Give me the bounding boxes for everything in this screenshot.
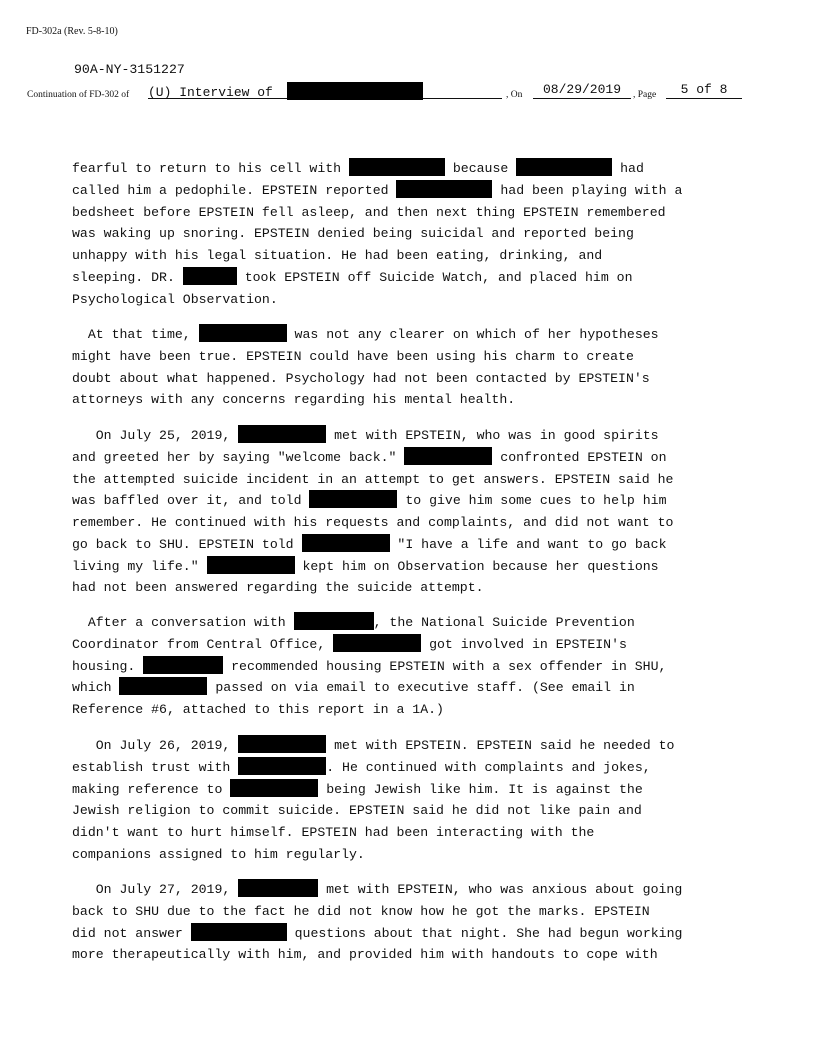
text-line: [72, 944, 762, 966]
redaction-box: [404, 447, 492, 465]
text-line: [72, 844, 762, 866]
text-segment: establish trust with: [72, 759, 239, 775]
text-segment: the attempted suicide incident in an attempt to get answers. EPSTEIN said he: [72, 471, 674, 487]
text-segment: had not been answered regarding the suicide attempt.: [72, 580, 484, 596]
redaction-box: [333, 634, 421, 652]
form-id: FD-302a (Rev. 5-8-10): [26, 26, 118, 37]
text-line: [72, 469, 762, 491]
on-label: , On: [506, 90, 523, 100]
redaction-box: [238, 735, 326, 753]
text-line: [72, 267, 762, 289]
text-segment: bedsheet before EPSTEIN fell asleep, and then next thing EPSTEIN remembered: [72, 204, 666, 220]
redaction-box: [309, 490, 397, 508]
text-segment: was waking up snoring. EPSTEIN denied being suicidal and reported being: [72, 226, 634, 242]
text-line: [72, 677, 762, 699]
text-segment: passed on via email to executive staff. (See email in: [207, 680, 635, 696]
text-line: [72, 612, 762, 634]
text-segment: Reference #6, attached to this report in a 1A.): [72, 702, 444, 717]
body-paragraph: [72, 425, 762, 599]
text-line: [72, 634, 762, 656]
text-line: [72, 879, 762, 901]
text-segment: took EPSTEIN off Suicide Watch, and placed him on: [236, 269, 633, 285]
file-number: 90A-NY-3151227: [74, 62, 185, 77]
text-line: [72, 447, 762, 469]
text-segment: . He continued with complaints and jokes,: [326, 759, 651, 775]
redaction-box: [207, 556, 295, 574]
text-segment: more therapeutically with him, and provided him with handouts to cope with: [72, 947, 658, 963]
page-label: , Page: [633, 90, 657, 100]
text-segment: was baffled over it, and told: [72, 493, 310, 509]
text-segment: go back to SHU. EPSTEIN told: [72, 536, 302, 552]
text-segment: Jewish religion to commit suicide. EPSTEIN said he did not like pain and: [72, 803, 642, 819]
text-line: [72, 923, 762, 945]
redaction-box: [191, 923, 287, 941]
redaction-box: [294, 612, 374, 630]
redaction-box: [287, 82, 423, 100]
text-segment: doubt about what happened. Psychology had not been contacted by EPSTEIN's: [72, 370, 650, 386]
text-segment: On July 26, 2019,: [72, 738, 239, 753]
text-segment: recommended housing EPSTEIN with a sex offender in SHU,: [223, 658, 667, 674]
redaction-box: [396, 180, 492, 198]
redaction-box: [199, 324, 287, 342]
text-segment: was not any clearer on which of her hypotheses: [286, 327, 659, 342]
body-paragraph: [72, 158, 762, 310]
text-segment: didn't want to hurt himself. EPSTEIN had been interacting with the: [72, 825, 595, 840]
text-line: [72, 289, 762, 311]
text-line: [72, 180, 762, 202]
text-segment: because: [444, 161, 517, 176]
text-segment: On July 25, 2019,: [72, 428, 239, 443]
redaction-box: [238, 879, 318, 897]
text-line: [72, 512, 762, 534]
text-line: [72, 202, 762, 224]
text-line: [72, 699, 762, 721]
redaction-box: [230, 779, 318, 797]
text-line: [72, 779, 762, 801]
text-line: [72, 556, 762, 578]
text-segment: On July 27, 2019,: [72, 882, 239, 897]
redaction-box: [119, 677, 207, 695]
text-segment: kept him on Observation because her questions: [294, 558, 659, 574]
text-segment: Coordinator from Central Office,: [72, 636, 334, 652]
text-segment: After a conversation with: [72, 615, 294, 630]
text-segment: and greeted her by saying "welcome back.": [72, 449, 405, 465]
text-line: [72, 158, 762, 180]
text-segment: called him a pedophile. EPSTEIN reported: [72, 182, 397, 198]
text-segment: got involved in EPSTEIN's: [421, 636, 627, 652]
text-segment: met with EPSTEIN, who was in good spirits: [326, 428, 659, 443]
text-segment: fearful to return to his cell with: [72, 161, 349, 176]
body-paragraph: [72, 879, 762, 966]
text-segment: sleeping. DR.: [72, 269, 183, 285]
text-segment: might have been true. EPSTEIN could have been using his charm to create: [72, 348, 634, 364]
text-segment: companions assigned to him regularly.: [72, 846, 365, 862]
text-segment: had been playing with a: [492, 182, 683, 198]
text-line: [72, 735, 762, 757]
text-segment: remember. He continued with his requests and complaints, and did not want to: [72, 515, 674, 530]
text-line: [72, 368, 762, 390]
body-paragraph: [72, 612, 762, 721]
text-line: [72, 223, 762, 245]
text-segment: "I have a life and want to go back: [389, 536, 667, 552]
text-line: [72, 245, 762, 267]
text-segment: met with EPSTEIN. EPSTEIN said he needed to: [326, 738, 675, 753]
date-field: [533, 82, 631, 99]
text-segment: housing.: [72, 658, 144, 674]
redaction-box: [183, 267, 237, 285]
page-field: [666, 82, 742, 99]
text-line: [72, 534, 762, 556]
text-segment: to give him some cues to help him: [397, 493, 667, 509]
body-paragraph: [72, 735, 762, 866]
interview-date: 08/29/2019: [542, 82, 621, 97]
text-line: [72, 346, 762, 368]
continuation-label: Continuation of FD-302 of: [27, 90, 130, 100]
text-line: [72, 757, 762, 779]
subject-field: [148, 82, 502, 99]
text-segment: did not answer: [72, 925, 191, 941]
text-line: [72, 901, 762, 923]
text-segment: making reference to: [72, 781, 231, 797]
text-line: [72, 490, 762, 512]
text-line: [72, 324, 762, 346]
text-segment: Psychological Observation.: [72, 291, 278, 307]
text-segment: questions about that night. She had begun working: [286, 925, 683, 941]
text-line: [72, 656, 762, 678]
text-line: [72, 577, 762, 599]
text-segment: which: [72, 680, 120, 696]
text-segment: At that time,: [72, 327, 199, 342]
text-segment: attorneys with any concerns regarding his mental health.: [72, 392, 516, 408]
text-segment: , the National Suicide Prevention: [373, 615, 635, 630]
text-line: [72, 425, 762, 447]
redaction-box: [238, 425, 326, 443]
text-line: [72, 822, 762, 844]
text-line: [72, 389, 762, 411]
redaction-box: [516, 158, 612, 176]
text-segment: being Jewish like him. It is against the: [318, 781, 643, 797]
redaction-box: [302, 534, 390, 552]
redaction-box: [238, 757, 326, 775]
body-paragraph: [72, 324, 762, 411]
page-number: 5 of 8: [680, 82, 728, 97]
subject-prefix: (U) Interview of: [148, 85, 273, 100]
redaction-box: [349, 158, 445, 176]
text-segment: unhappy with his legal situation. He had been eating, drinking, and: [72, 248, 603, 263]
text-segment: back to SHU due to the fact he did not know how he got the marks. EPSTEIN: [72, 903, 650, 919]
text-segment: living my life.": [72, 558, 207, 574]
redaction-box: [143, 656, 223, 674]
text-line: [72, 800, 762, 822]
text-segment: confronted EPSTEIN on: [492, 449, 667, 465]
text-segment: had: [612, 161, 644, 176]
text-segment: met with EPSTEIN, who was anxious about going: [318, 882, 683, 897]
